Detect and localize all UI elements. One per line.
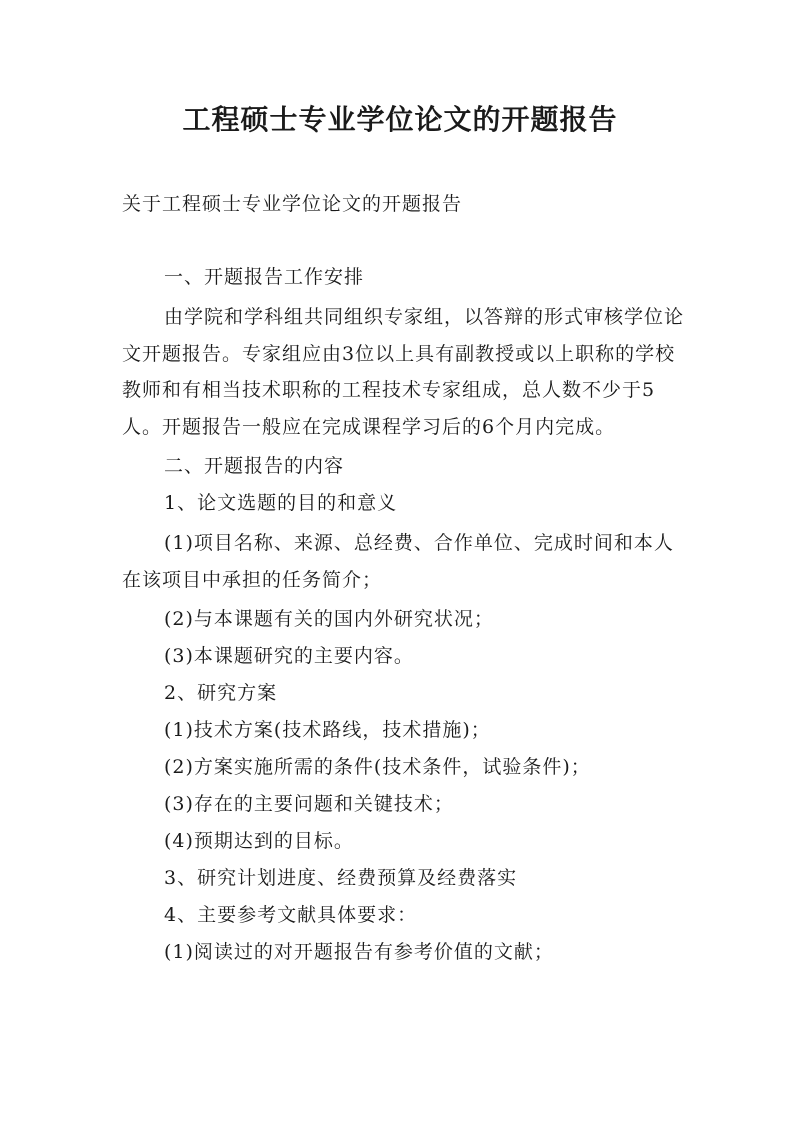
list-item: (4)预期达到的目标。: [164, 830, 354, 852]
list-item: (1)项目名称、来源、总经费、合作单位、完成时间和本人在该项目中承担的任务简介；: [122, 532, 674, 591]
section-heading-1: 一、开题报告工作安排: [164, 266, 365, 288]
list-item: (1)技术方案(技术路线，技术措施)；: [164, 719, 491, 741]
list-item: (3)本课题研究的主要内容。: [164, 645, 414, 667]
subsection-heading: 1、论文选题的目的和意义: [164, 492, 398, 514]
document-body: [122, 262, 688, 968]
body-paragraph: 由学院和学科组共同组织专家组，以答辩的形式审核学位论文开题报告。专家组应由3位以上具有副教授或以上职称的学校教师和有相当技术职称的工程技术专家组成，总人数不少于5人。开题报告一般应在完成课程学习后的6个月内完成。: [122, 306, 685, 438]
subsection-heading: 2、研究方案: [164, 682, 278, 704]
document-title: 工程硕士专业学位论文的开题报告: [182, 103, 618, 136]
list-item: (1)阅读过的对开题报告有参考价值的文献；: [164, 941, 554, 963]
subsection-heading: 4、主要参考文献具体要求：: [164, 904, 418, 926]
document-subtitle: 关于工程硕士专业学位论文的开题报告: [122, 193, 463, 215]
list-item: (3)存在的主要问题和关键技术；: [164, 793, 454, 815]
section-heading-2: 二、开题报告的内容: [164, 455, 345, 477]
subsection-heading: 3、研究计划进度、经费预算及经费落实: [164, 867, 518, 889]
list-item: (2)方案实施所需的条件(技术条件，试验条件)；: [164, 756, 591, 778]
list-item: (2)与本课题有关的国内外研究状况；: [164, 608, 494, 630]
